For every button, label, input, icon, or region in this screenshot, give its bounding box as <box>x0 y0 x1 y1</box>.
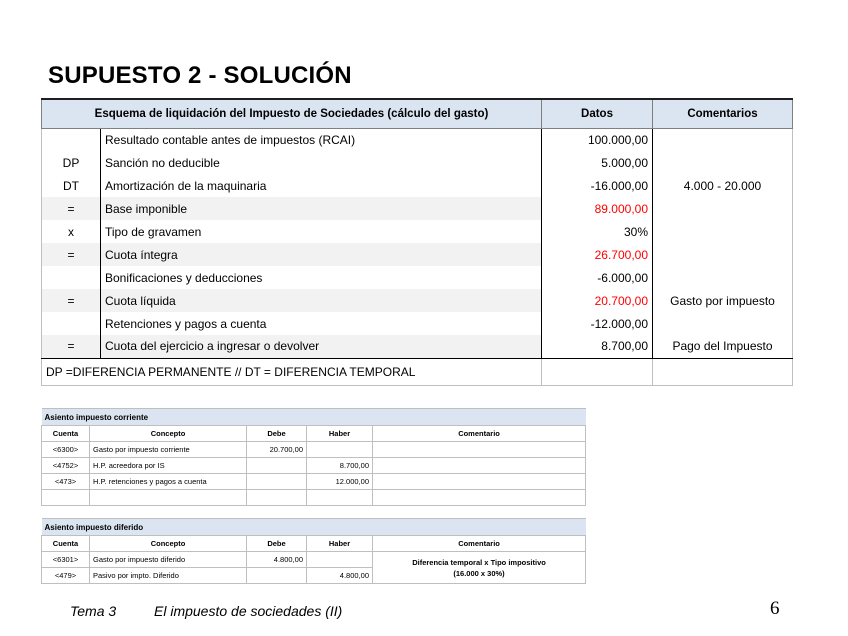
note-row <box>42 358 793 385</box>
col-debe: Debe <box>247 426 307 442</box>
empty-cell <box>247 490 307 506</box>
concepto-cell: H.P. acreedora por IS <box>90 458 247 474</box>
cuenta-cell: <6300> <box>42 442 90 458</box>
legend-note: DP =DIFERENCIA PERMANENTE // DT = DIFERENCIA TEMPORAL <box>42 358 542 385</box>
concepto-cell: Gasto por impuesto corriente <box>90 442 247 458</box>
op-cell: = <box>42 197 101 220</box>
table-row <box>42 243 793 266</box>
concepto-cell: Pasivo por impto. Diferido <box>90 568 247 584</box>
col-concepto: Concepto <box>90 536 247 552</box>
table-row <box>42 312 793 335</box>
value-cell: -6.000,00 <box>542 266 653 289</box>
header-datos: Datos <box>542 99 653 128</box>
liquidation-header-row <box>42 99 793 128</box>
cuenta-cell: <479> <box>42 568 90 584</box>
value-cell: -16.000,00 <box>542 174 653 197</box>
debe-cell <box>247 458 307 474</box>
table-row <box>42 266 793 289</box>
table-row <box>42 289 793 312</box>
op-cell: x <box>42 220 101 243</box>
liquidation-table <box>41 98 793 386</box>
value-cell: 30% <box>542 220 653 243</box>
asiento-diferido-title: Asiento impuesto diferido <box>42 519 586 536</box>
op-cell: DT <box>42 174 101 197</box>
empty-cell <box>542 358 653 385</box>
footer-title: El impuesto de sociedades (II) <box>154 603 343 619</box>
value-cell: 100.000,00 <box>542 128 653 151</box>
table-row <box>42 458 586 474</box>
op-cell: = <box>42 243 101 266</box>
value-cell: -12.000,00 <box>542 312 653 335</box>
empty-cell <box>653 358 793 385</box>
concept-cell: Cuota líquida <box>101 289 542 312</box>
comment-cell <box>653 312 793 335</box>
col-concepto: Concepto <box>90 426 247 442</box>
op-cell: DP <box>42 151 101 174</box>
col-cuenta: Cuenta <box>42 536 90 552</box>
comment-cell: Gasto por impuesto <box>653 289 793 312</box>
value-cell: 8.700,00 <box>542 335 653 358</box>
col-comentario: Comentario <box>373 426 586 442</box>
empty-cell <box>307 490 373 506</box>
haber-cell: 4.800,00 <box>307 568 373 584</box>
header-scheme: Esquema de liquidación del Impuesto de Sociedades (cálculo del gasto) <box>42 99 542 128</box>
haber-cell: 8.700,00 <box>307 458 373 474</box>
comment-cell <box>653 220 793 243</box>
op-cell: = <box>42 335 101 358</box>
concept-cell: Cuota íntegra <box>101 243 542 266</box>
concept-cell: Base imponible <box>101 197 542 220</box>
table-row <box>42 197 793 220</box>
comment-cell: 4.000 - 20.000 <box>653 174 793 197</box>
comentario-cell <box>373 474 586 490</box>
empty-cell <box>42 490 90 506</box>
table-row <box>42 490 586 506</box>
haber-cell <box>307 442 373 458</box>
header-comentarios: Comentarios <box>653 99 793 128</box>
concept-cell: Tipo de gravamen <box>101 220 542 243</box>
diferido-comment-line2: (16.000 x 30%) <box>453 568 505 578</box>
concept-cell: Sanción no deducible <box>101 151 542 174</box>
cuenta-cell: <6301> <box>42 552 90 568</box>
concepto-cell: Gasto por impuesto diferido <box>90 552 247 568</box>
op-cell <box>42 128 101 151</box>
empty-cell <box>90 490 247 506</box>
col-debe: Debe <box>247 536 307 552</box>
concepto-cell: H.P. retenciones y pagos a cuenta <box>90 474 247 490</box>
table-row <box>42 552 586 568</box>
comentario-cell <box>373 458 586 474</box>
concept-cell: Resultado contable antes de impuestos (RCAI) <box>101 128 542 151</box>
op-cell <box>42 266 101 289</box>
value-cell: 5.000,00 <box>542 151 653 174</box>
table-row <box>42 151 793 174</box>
col-comentario: Comentario <box>373 536 586 552</box>
concept-cell: Cuota del ejercicio a ingresar o devolver <box>101 335 542 358</box>
concept-cell: Retenciones y pagos a cuenta <box>101 312 542 335</box>
debe-cell <box>247 568 307 584</box>
asiento-title-row <box>42 409 586 426</box>
asiento-title-row <box>42 519 586 536</box>
value-cell: 20.700,00 <box>542 289 653 312</box>
comment-cell <box>653 266 793 289</box>
debe-cell <box>247 474 307 490</box>
op-cell: = <box>42 289 101 312</box>
table-row <box>42 335 793 358</box>
diferido-comment-line1: Diferencia temporal x Tipo impositivo <box>412 557 546 567</box>
comment-cell <box>653 243 793 266</box>
comment-cell <box>653 128 793 151</box>
diferido-comment-cell <box>373 552 586 584</box>
asiento-columns-row <box>42 426 586 442</box>
page-title: SUPUESTO 2 - SOLUCIÓN <box>48 62 352 89</box>
comentario-cell <box>373 442 586 458</box>
cuenta-cell: <473> <box>42 474 90 490</box>
table-row <box>42 174 793 197</box>
value-cell: 89.000,00 <box>542 197 653 220</box>
page-number: 6 <box>770 598 780 619</box>
table-row <box>42 128 793 151</box>
comment-cell <box>653 197 793 220</box>
debe-cell: 20.700,00 <box>247 442 307 458</box>
table-row <box>42 220 793 243</box>
haber-cell: 12.000,00 <box>307 474 373 490</box>
haber-cell <box>307 552 373 568</box>
comment-cell: Pago del Impuesto <box>653 335 793 358</box>
concept-cell: Bonificaciones y deducciones <box>101 266 542 289</box>
value-cell: 26.700,00 <box>542 243 653 266</box>
concept-cell: Amortización de la maquinaria <box>101 174 542 197</box>
col-haber: Haber <box>307 426 373 442</box>
op-cell <box>42 312 101 335</box>
table-row <box>42 442 586 458</box>
asiento-columns-row <box>42 536 586 552</box>
comment-cell <box>653 151 793 174</box>
col-cuenta: Cuenta <box>42 426 90 442</box>
empty-cell <box>373 490 586 506</box>
debe-cell: 4.800,00 <box>247 552 307 568</box>
asiento-corriente-table <box>41 408 586 506</box>
asiento-diferido-table <box>41 518 586 584</box>
col-haber: Haber <box>307 536 373 552</box>
asiento-corriente-title: Asiento impuesto corriente <box>42 409 586 426</box>
footer-tema: Tema 3 <box>70 603 117 619</box>
table-row <box>42 474 586 490</box>
cuenta-cell: <4752> <box>42 458 90 474</box>
